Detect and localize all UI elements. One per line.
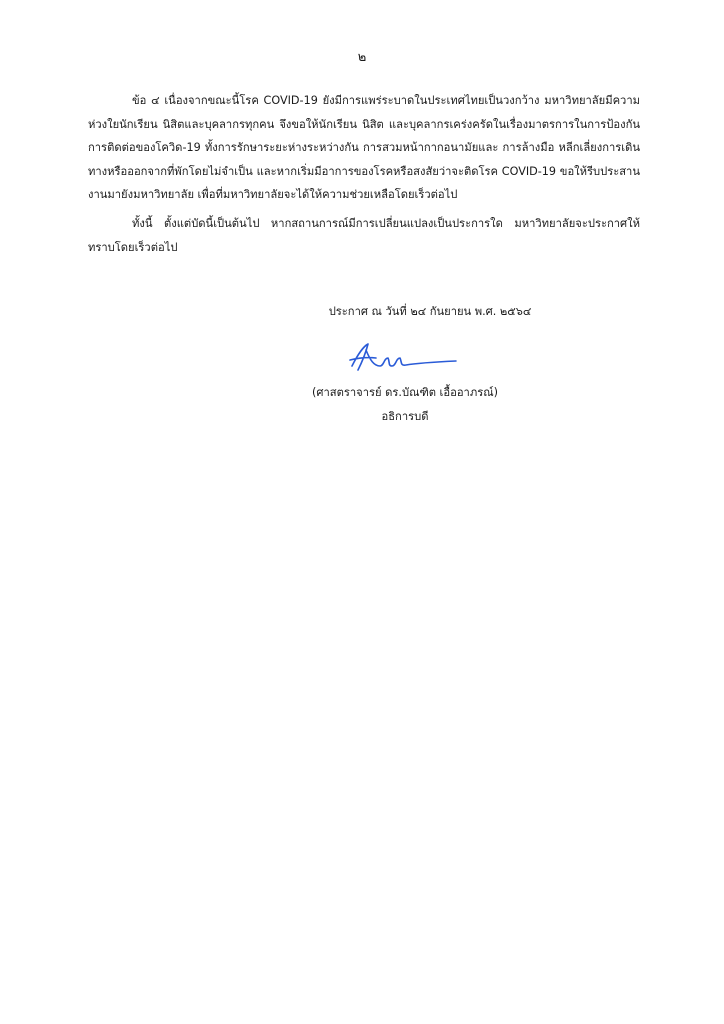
page-number: ๒ <box>357 50 367 65</box>
handwritten-signature <box>344 340 464 376</box>
announcement-date: ประกาศ ณ วันที่ ๒๔ กันยายน พ.ศ. ๒๕๖๔ <box>328 305 532 318</box>
paragraph-closing <box>88 212 640 259</box>
paragraph-clause-4-text: ข้อ ๔ เนื่องจากขณะนี้โรค COVID-19 ยังมีการแพร่ระบาดในประเทศไทยเป็นวงกว้าง มหาวิทยาลัยมีความห่วงใยนักเรียน นิสิตและบุคลากรทุกคน จึงขอให้นักเรียน นิสิต และบุคลากรเคร่งครัดในเรื่องมาตรการในการป้องกันการติดต่อของโควิด-19 ทั้งการรักษาระยะห่างระหว่างกัน การสวมหน้ากากอนามัยและ การล้างมือ หลีกเลี่ยงการเดินทางหรือออกจากที่พักโดยไม่จำเป็น และหากเริ่มมีอาการของโรคหรือสงสัยว่าจะติดโรค COVID-19 ขอให้รีบประสานงานมายังมหาวิทยาลัย เพื่อที่มหาวิทยาลัยจะได้ให้ความช่วยเหลือโดยเร็วต่อไป <box>88 94 640 201</box>
paragraph-closing-text: ทั้งนี้ ตั้งแต่บัดนี้เป็นต้นไป หากสถานการณ์มีการเปลี่ยนแปลงเป็นประการใด มหาวิทยาลัยจะประกาศให้ทราบโดยเร็วต่อไป <box>88 217 640 254</box>
signatory-name: (ศาสตราจารย์ ดร.บัณฑิต เอื้ออาภรณ์) <box>312 386 498 399</box>
signatory-position: อธิการบดี <box>381 410 429 423</box>
paragraph-clause-4 <box>88 89 640 207</box>
